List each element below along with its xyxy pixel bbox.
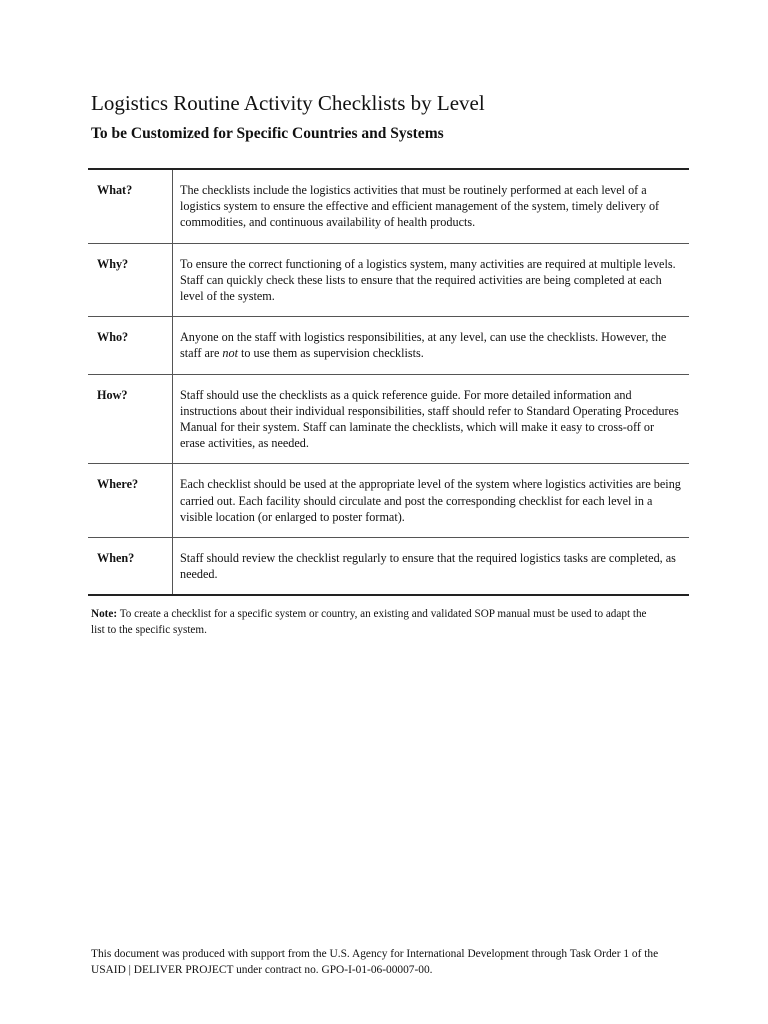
row-question: When?: [88, 538, 173, 596]
note-label: Note:: [91, 608, 118, 620]
row-question: How?: [88, 374, 173, 464]
footer-text: This document was produced with support from the U.S. Agency for International Development through Task Order 1 of the USAID | DELIVER PROJECT under contract no. GPO-I-01-06-00007-00.: [91, 948, 659, 976]
table-row: [88, 464, 689, 538]
page-subtitle: To be Customized for Specific Countries and Systems: [91, 125, 444, 142]
table-row: [88, 317, 689, 374]
row-question: Where?: [88, 464, 173, 538]
row-answer: Staff should review the checklist regularly to ensure that the required logistics tasks are completed, as needed.: [173, 538, 690, 596]
answer-text-before: Anyone on the staff with logistics responsibilities, at any level, can use the checklists. However, the staff are: [180, 330, 667, 361]
row-answer: To ensure the correct functioning of a logistics system, many activities are required at multiple levels. Staff can quickly check these lists to ensure that the required activities are being completed at each level of the system.: [173, 243, 690, 317]
row-question: What?: [88, 169, 173, 243]
table-row: [88, 374, 689, 464]
page-title: Logistics Routine Activity Checklists by Level: [91, 91, 485, 115]
row-answer: [173, 317, 690, 374]
row-answer: Staff should use the checklists as a quick reference guide. For more detailed information and instructions about their individual responsibilities, staff should refer to Standard Operating Procedures Manual for their system. Staff can laminate the checklists, which will make it easy to cross-off or erase activities, as needed.: [173, 374, 690, 464]
table-row: [88, 243, 689, 317]
row-answer: Each checklist should be used at the appropriate level of the system where logistics activities are being carried out. Each facility should circulate and post the corresponding checklist for each level in a visible location (or enlarged to poster format).: [173, 464, 690, 538]
checklist-table: [88, 168, 689, 596]
note-text: To create a checklist for a specific system or country, an existing and validated SOP manual must be used to adapt the list to the specific system.: [91, 608, 647, 636]
table-row: [88, 169, 689, 243]
table-row: [88, 538, 689, 596]
row-answer: The checklists include the logistics activities that must be routinely performed at each level of a logistics system to ensure the effective and efficient management of the system, timely delivery of commodities, and continuous availability of health products.: [180, 183, 660, 230]
answer-emphasis: not: [222, 346, 238, 361]
note-paragraph: [91, 606, 651, 638]
answer-text-after: to use them as supervision checklists.: [237, 346, 424, 361]
row-question: Who?: [88, 317, 173, 374]
row-question: Why?: [88, 243, 173, 317]
